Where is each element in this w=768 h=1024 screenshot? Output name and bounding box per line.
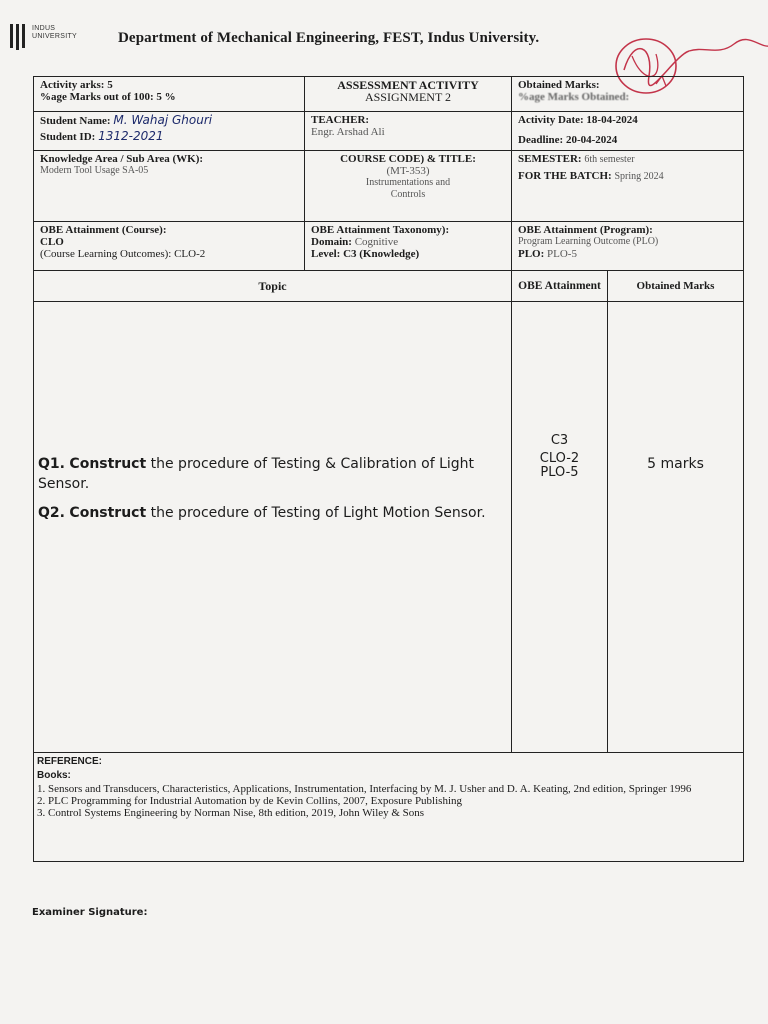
- activity-date: Activity Date: 18-04-2024: [518, 114, 638, 126]
- list-item: 1. Sensors and Transducers, Characteristics, Applications, Instrumentation, Interfacing by M. J. Usher and D. A. Keating, 2nd edition, Springer 1996: [37, 783, 692, 795]
- assignment-number: ASSIGNMENT 2: [364, 90, 452, 104]
- list-item: 3. Control Systems Engineering by Norman Nise, 8th edition, 2019, John Wiley & Sons: [37, 807, 425, 819]
- books-label: Books:: [37, 770, 71, 781]
- student-name-label: Student Name:: [40, 115, 111, 127]
- obe-program-label: OBE Attainment (Program):: [518, 224, 653, 236]
- student-name: M. Wahaj Ghouri: [113, 113, 213, 127]
- knowledge-area-label: Knowledge Area / Sub Area (WK):: [40, 153, 204, 165]
- clo-label: CLO: [40, 236, 64, 248]
- clo-detail: (Course Learning Outcomes): CLO-2: [40, 248, 206, 260]
- marks-cell: [608, 302, 744, 753]
- university-logo: [8, 22, 108, 52]
- plo-label: PLO:: [518, 248, 545, 260]
- reference-title: REFERENCE:: [37, 756, 103, 767]
- plo-value: PLO-5: [547, 248, 577, 260]
- activity-marks: Activity arks: 5: [40, 79, 113, 91]
- question-2-verb: Construct: [69, 505, 147, 521]
- teacher-name: Engr. Arshad Ali: [311, 126, 385, 138]
- obe-header: OBE Attainment: [512, 271, 608, 302]
- logo-line-2: UNIVERSITY: [32, 33, 78, 40]
- student-id-label: Student ID:: [40, 131, 96, 143]
- domain-label: Domain:: [311, 236, 352, 248]
- domain-value: Cognitive: [354, 236, 399, 248]
- obtained-header: Obtained Marks: [608, 271, 744, 302]
- batch-label: FOR THE BATCH:: [518, 170, 612, 182]
- assignment-table: [33, 76, 744, 862]
- batch-value: Spring 2024: [614, 171, 664, 182]
- table-row: [34, 112, 744, 151]
- student-id: 1312-2021: [98, 129, 164, 143]
- list-item: 2. PLC Programming for Industrial Automation by de Kevin Collins, 2007, Exposure Publishing: [37, 795, 463, 807]
- question-1-label: Q1.: [38, 456, 65, 472]
- obe-cell: [512, 302, 608, 753]
- table-row: [34, 302, 744, 753]
- reference-cell: [34, 753, 744, 862]
- question-2: [38, 503, 498, 523]
- logo-mark-icon: [8, 24, 30, 50]
- examiner-signature-label: Examiner Signature:: [32, 907, 148, 918]
- obtained-marks-label: Obtained Marks:: [518, 79, 600, 91]
- question-1-verb: Construct: [69, 456, 147, 472]
- teacher-label: TEACHER:: [311, 114, 370, 126]
- course-label: COURSE CODE) & TITLE:: [340, 153, 476, 165]
- taxonomy-label: OBE Attainment Taxonomy):: [311, 224, 450, 236]
- topic-cell: [34, 302, 512, 753]
- course-title: Instrumentations and Controls: [365, 177, 451, 200]
- table-row: [34, 151, 744, 222]
- table-header-row: [34, 271, 744, 302]
- semester-label: SEMESTER:: [518, 153, 582, 165]
- level-value: C3 (Knowledge): [343, 248, 420, 260]
- percent-marks: %age Marks out of 100: 5 %: [40, 91, 176, 103]
- semester-value: 6th semester: [584, 154, 635, 165]
- attainment-plo: PLO-5: [540, 465, 579, 480]
- topic-header: Topic: [34, 271, 512, 302]
- question-2-label: Q2.: [38, 505, 65, 521]
- marks-value: 5 marks: [647, 456, 704, 472]
- level-label: Level:: [311, 248, 341, 260]
- department-title: Department of Mechanical Engineering, FEST, Indus University.: [118, 30, 540, 46]
- question-1: [38, 454, 498, 494]
- obe-course-label: OBE Attainment (Course):: [40, 224, 167, 236]
- plo-detail: Program Learning Outcome (PLO): [518, 236, 659, 247]
- course-code: (MT-353): [386, 165, 430, 177]
- attainment-clo: CLO-2: [539, 451, 580, 466]
- question-1-text: the procedure of Testing & Calibration of Light Sensor.: [38, 456, 475, 492]
- attainment-level: C3: [550, 433, 569, 448]
- knowledge-area-value: Modern Tool Usage SA-05: [40, 165, 149, 176]
- question-2-text: the procedure of Testing of Light Motion Sensor.: [150, 505, 486, 521]
- table-row: [34, 222, 744, 271]
- books-list: [37, 783, 740, 819]
- logo-line-1: INDUS: [32, 25, 56, 32]
- reference-row: [34, 753, 744, 862]
- table-row: [34, 77, 744, 112]
- percent-obtained-label: %age Marks Obtained:: [518, 91, 630, 103]
- deadline: Deadline: 20-04-2024: [518, 134, 618, 146]
- assessment-title: ASSESSMENT ACTIVITY: [337, 78, 479, 92]
